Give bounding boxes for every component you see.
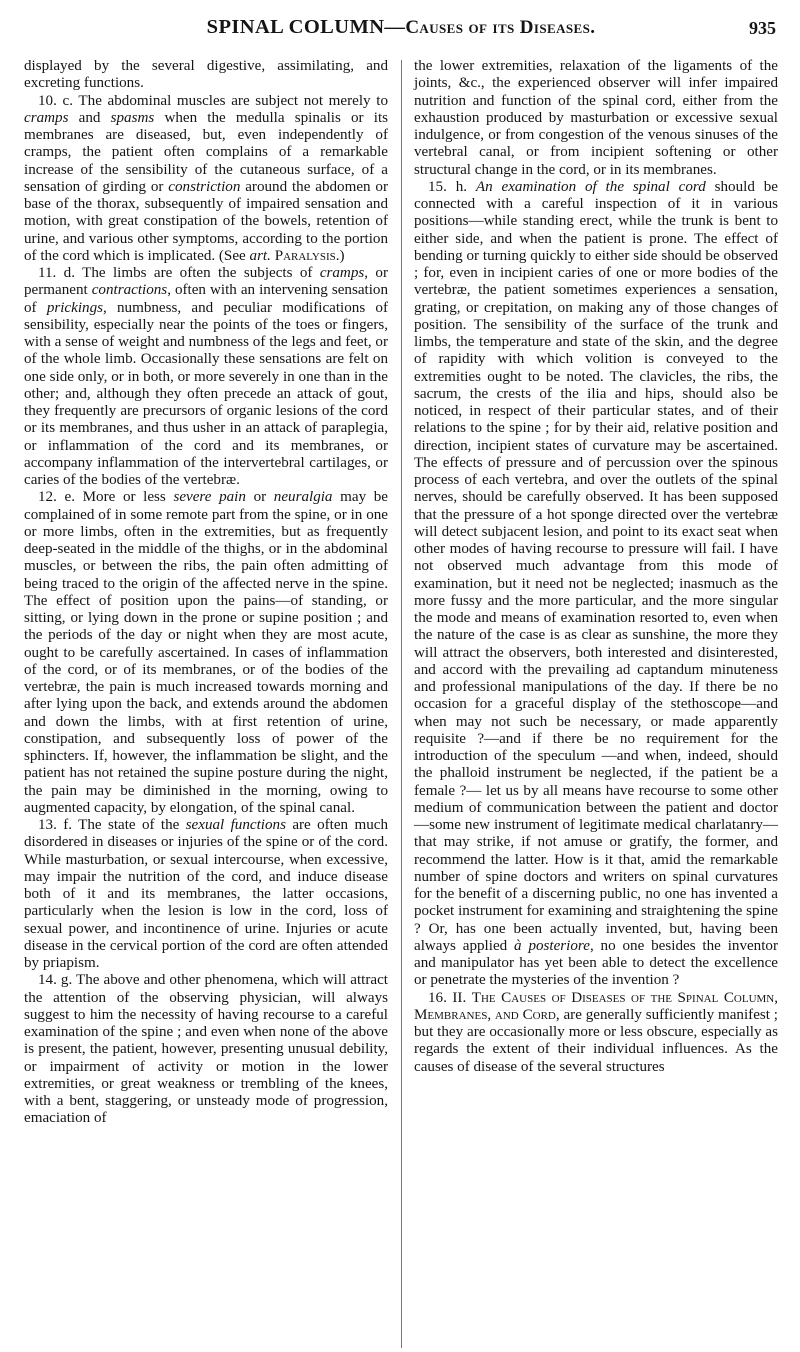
- left-column: [24, 58, 388, 1348]
- running-header: [24, 14, 778, 48]
- paragraph-16: 16. II. The Causes of Diseases of the Spinal Column, Membranes, and Cord, are generally sufficiently manifest ; but they are occasionally more or less obscure, especially as regards the extent of their individual influences. As the causes of disease of the several structures: [414, 989, 779, 1075]
- paragraph-13: 13. f. The state of the sexual functions are often much disordered in diseases or injuries of the spine or of the cord. While masturbation, or sexual intercourse, when excessive, may impair the nutrition of the cord, and induce disease both of it and its membranes, the latter occasions, particularly when the lesion is low in the cord, loss of sexual power, and incontinence of urine. Injuries or acute disease in the cervical portion of the cord are often attended by priapism.: [24, 817, 388, 971]
- paragraph-11: 11. d. The limbs are often the subjects of cramps, or permanent contractions, often with an intervening sensation of prickings, numbness, and peculiar modifications of sensibility, especially near the points of the toes or fingers, with a sense of weight and numbness of the legs and feet, or of the whole limb. Occasionally these sensations are felt on one side only, or in both, or more severely in one than in the other; and, although they often precede an attack of gout, they frequently are precursors of organic lesions of the cord or its membranes, and thus usher in an attack of paraplegia, or inflammation of the cord and its membranes, or accompany inflammation of the intervertebral cartilages, or caries of the bodies of the vertebræ.: [24, 265, 389, 488]
- two-column-body: [24, 58, 778, 1348]
- page-number: 935: [749, 18, 776, 38]
- paragraph-continued-right: the lower extremities, relaxation of the ligaments of the joints, &c., the experienced observer will infer impaired nutrition and function of the spinal cord, either from the exhaustion produced by masturbation or excessive sexual indulgence, or from congestion of the venous sinuses of the vertebral canal, or from incipient softening or other structural change in the cord, or in its membranes.: [414, 58, 778, 178]
- paragraph-15: 15. h. An examination of the spinal cord should be connected with a careful inspection of it in various positions—while standing erect, while the trunk is bent to either side, and when the patient is prone. The effect of bending or turning quickly to either side should be observed ; for, even in incipient caries of one or more bodies of the vertebræ, the patient sometimes experiences a sensation, grating, or crepitation, on making any of those changes of position. The sensibility of the surface of the trunk and limbs, the temperature and state of the skin, and the degree of rapidity with which volition is conveyed to the extremities ought to be noted. The clavicles, the ribs, the sacrum, the crests of the ilia and hips, should also be noticed, in respect of their particular states, and of their relations to the spine ; for by their aid, relative position and direction, incipient states of curvature may be ascertained. The effects of pressure and of percussion over the spinous process of each vertebra, and over the outlets of the spinal nerves, should be carefully observed. It has been supposed that the pressure of a hot sponge directed over the vertebræ will detect subjacent lesion, and point to its exact seat when other modes of having recourse to pressure will fail. I have not observed much advantage from this mode of examination, but it need not be neglected; inasmuch as the more fussy and the more particular, and the more singular the mode and means of examination resorted to, even when the nature of the case is as clear as sunshine, the more they will attract the observers, both interested and disinterested, and accord with the prevailing ad captandum minuteness and professional manipulations of the day. If there be no occasion for a graceful display of the stethoscope—and when may not such be necessary, or made apparently requisite ?—and if there be no requirement for the introduction of the speculum —and when, indeed, should the phalloid instrument be neglected, if the patient be a female ?— let us by all means have recourse to some other medium of communication between the patient and doctor—some new instrument of legitimate medical charlatanry—that may strike, if not amuse or gratify, the former, and recommend the latter. How is it that, amid the remarkable number of spine doctors and writers on spinal curvatures for the benefit of a discerning public, no one has invented a pocket instrument for examining and straightening the spine ? Or, has one been actually invented, but, having been always applied à posteriore, no one besides the inventor and manipulator has yet been able to detect the excellence or penetrate the mysteries of the invention ?: [414, 178, 778, 989]
- right-column: [414, 58, 778, 1348]
- running-title: SPINAL COLUMN—Causes of its Diseases.: [206, 16, 596, 38]
- paragraph-14: 14. g. The above and other phenomena, which will attract the attention of the observing physician, will always suggest to him the necessity of having recourse to a careful examination of the spine ; and even when none of the above is present, the patient, however, presenting unusual debility, or impairment of activity or motion in the lower extremities, or great weakness or trembling of the knees, with a bent, staggering, or unsteady mode of progression, emaciation of: [24, 972, 388, 1127]
- column-divider: [401, 60, 402, 1348]
- paragraph-12: 12. e. More or less severe pain or neuralgia may be complained of in some remote part from the spine, or in one or more limbs, often in the extremities, but as frequently deep-seated in the middle of the thighs, or in the abdominal muscles, or between the ribs, the pain often admitting of being traced to the origin of the affected nerve in the spine. The effect of position upon the pains—of standing, or sitting, or lying down in the prone or supine position ; and the periods of the day or night when they are most acute, ought to be carefully ascertained. In cases of inflammation of the cord, or of its membranes, or of the bodies of the vertebræ, the pain is much increased towards morning and after lying upon the back, and extends around the abdomen and down the limbs, with at first retention of urine, constipation, and subsequently loss of power of the sphincters. If, however, the inflammation be slight, and the patient has not retained the supine posture during the night, the pain may be diminished in the morning, owing to augmented capacity, by elongation, of the spinal canal.: [24, 489, 388, 816]
- paragraph-10: 10. c. The abdominal muscles are subject not merely to cramps and spasms when the medulla spinalis or its membranes are diseased, but, even independently of cramps, the patient often complains of a remarkable increase of the sensibility of the cutaneous surface, of a sensation of girding or constriction around the abdomen or base of the thorax, subsequently of impaired sensation and motion, with great constipation of the bowels, retention of urine, and various other symptoms, according to the portion of the cord which is implicated. (See art. Paralysis.): [24, 92, 389, 264]
- paragraph-continued: displayed by the several digestive, assimilating, and excreting functions.: [24, 58, 388, 92]
